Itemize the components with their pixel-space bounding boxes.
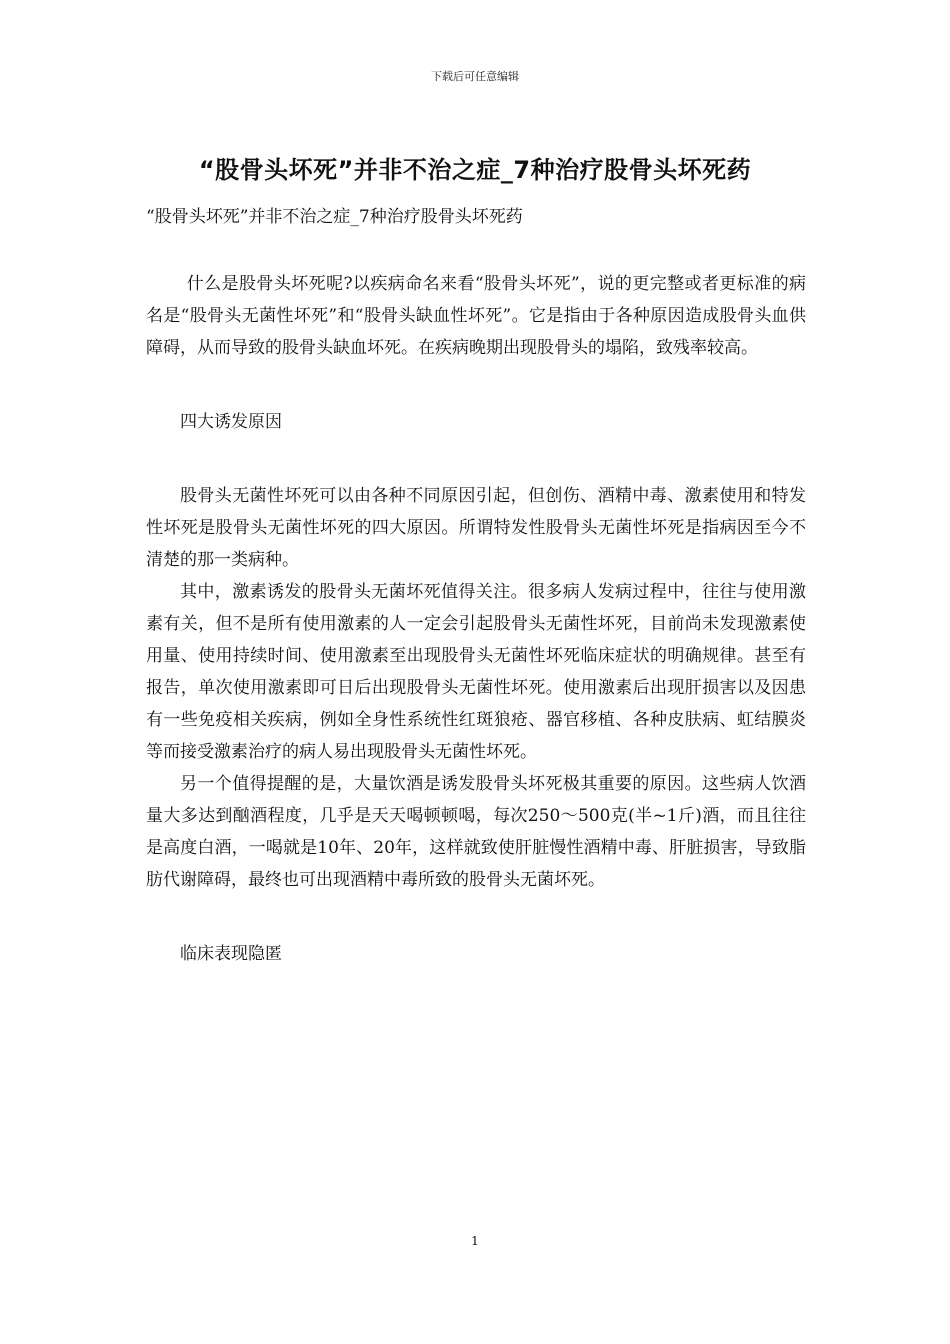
causes-paragraph-1: 股骨头无菌性坏死可以由各种不同原因引起，但创伤、酒精中毒、激素使用和特发性坏死是股骨头无菌性坏死的四大原因。所谓特发性股骨头无菌性坏死是指病因至今不清楚的那一类病种。	[146, 486, 806, 570]
document-title: “股骨头坏死”并非不治之症_7种治疗股骨头坏死药	[198, 156, 752, 184]
causes-paragraph-2: 其中，激素诱发的股骨头无菌坏死值得关注。很多病人发病过程中，往往与使用激素有关，但不是所有使用激素的人一定会引起股骨头无菌性坏死，目前尚未发现激素使用量、使用持续时间、使用激素至出现股骨头无菌性坏死临床症状的明确规律。甚至有报告，单次使用激素即可日后出现股骨头无菌性坏死。使用激素后出现肝损害以及因患有一些免疫相关疾病，例如全身性系统性红斑狼疮、器官移植、各种皮肤病、虹结膜炎等而接受激素治疗的病人易出现股骨头无菌性坏死。	[146, 582, 806, 762]
document-subtitle: “股骨头坏死”并非不治之症_7种治疗股骨头坏死药	[146, 207, 523, 227]
section-heading-clinical: 临床表现隐匿	[180, 944, 282, 964]
intro-paragraph: 什么是股骨头坏死呢?以疾病命名来看“股骨头坏死”，说的更完整或者更标准的病名是“股骨头无菌性坏死”和“股骨头缺血性坏死”。它是指由于各种原因造成股骨头血供障碍，从而导致的股骨头缺血坏死。在疾病晚期出现股骨头的塌陷，致残率较高。	[146, 274, 806, 358]
section-heading-causes: 四大诱发原因	[180, 412, 282, 432]
document-body	[146, 268, 806, 970]
header-note: 下载后可任意编辑	[431, 70, 519, 83]
causes-paragraph-3: 另一个值得提醒的是，大量饮酒是诱发股骨头坏死极其重要的原因。这些病人饮酒量大多达到酗酒程度，几乎是天天喝顿顿喝，每次250～500克(半~1斤)酒，而且往往是高度白酒，一喝就是10年、20年，这样就致使肝脏慢性酒精中毒、肝脏损害，导致脂肪代谢障碍，最终也可出现酒精中毒所致的股骨头无菌坏死。	[146, 774, 807, 890]
page-number: 1	[471, 1234, 479, 1248]
